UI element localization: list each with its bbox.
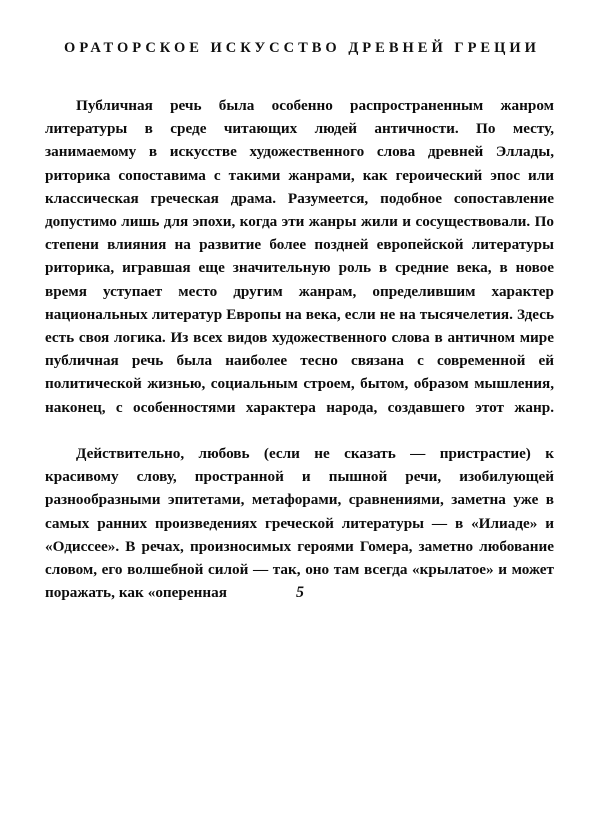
paragraph: Действительно, любовь (если не сказать — пристрастие) к красивому слову, пространной и пышной речи, изобилующей разнообразными эпитетами, метафорами, сравнениями, заметна уже в самых ранних произведениях греческой литературы — в «Илиаде» и «Одиссее». В речах, произносимых героями Гомера, заметно любование словом, его волшебной силой — так, оно там всегда «крылатое» и может поражать, как «оперенная [45,445,554,602]
page-number: 5 [296,584,304,601]
paragraph: Публичная речь была особенно распространенным жанром литературы в среде читающих людей античности. По месту, занимаемому в искусстве художественного слова древней Эллады, риторика сопоставима с такими жанрами, как героический эпос или классическая греческая драма. Разумеется, подобное сопоставление допустимо лишь для эпохи, когда эти жанры жили и сосуществовали. По степени влияния на развитие более поздней европейской литературы риторика, игравшая еще значительную роль в средние века, в новое время уступает место другим жанрам, определившим характер национальных литератур Европы на века, если не на тысячелетия. Здесь есть своя логика. Из всех видов художественного слова в античном мире публичная речь была наиболее тесно связана с современной ей политической жизнью, социальным строем, бытом, образом мышления, наконец, с особенностями характера народа, создавшего этот жанр. [45,97,554,416]
body-text-block [45,94,554,604]
running-head: ОРАТОРСКОЕ ИСКУССТВО ДРЕВНЕЙ ГРЕЦИИ [64,40,540,56]
